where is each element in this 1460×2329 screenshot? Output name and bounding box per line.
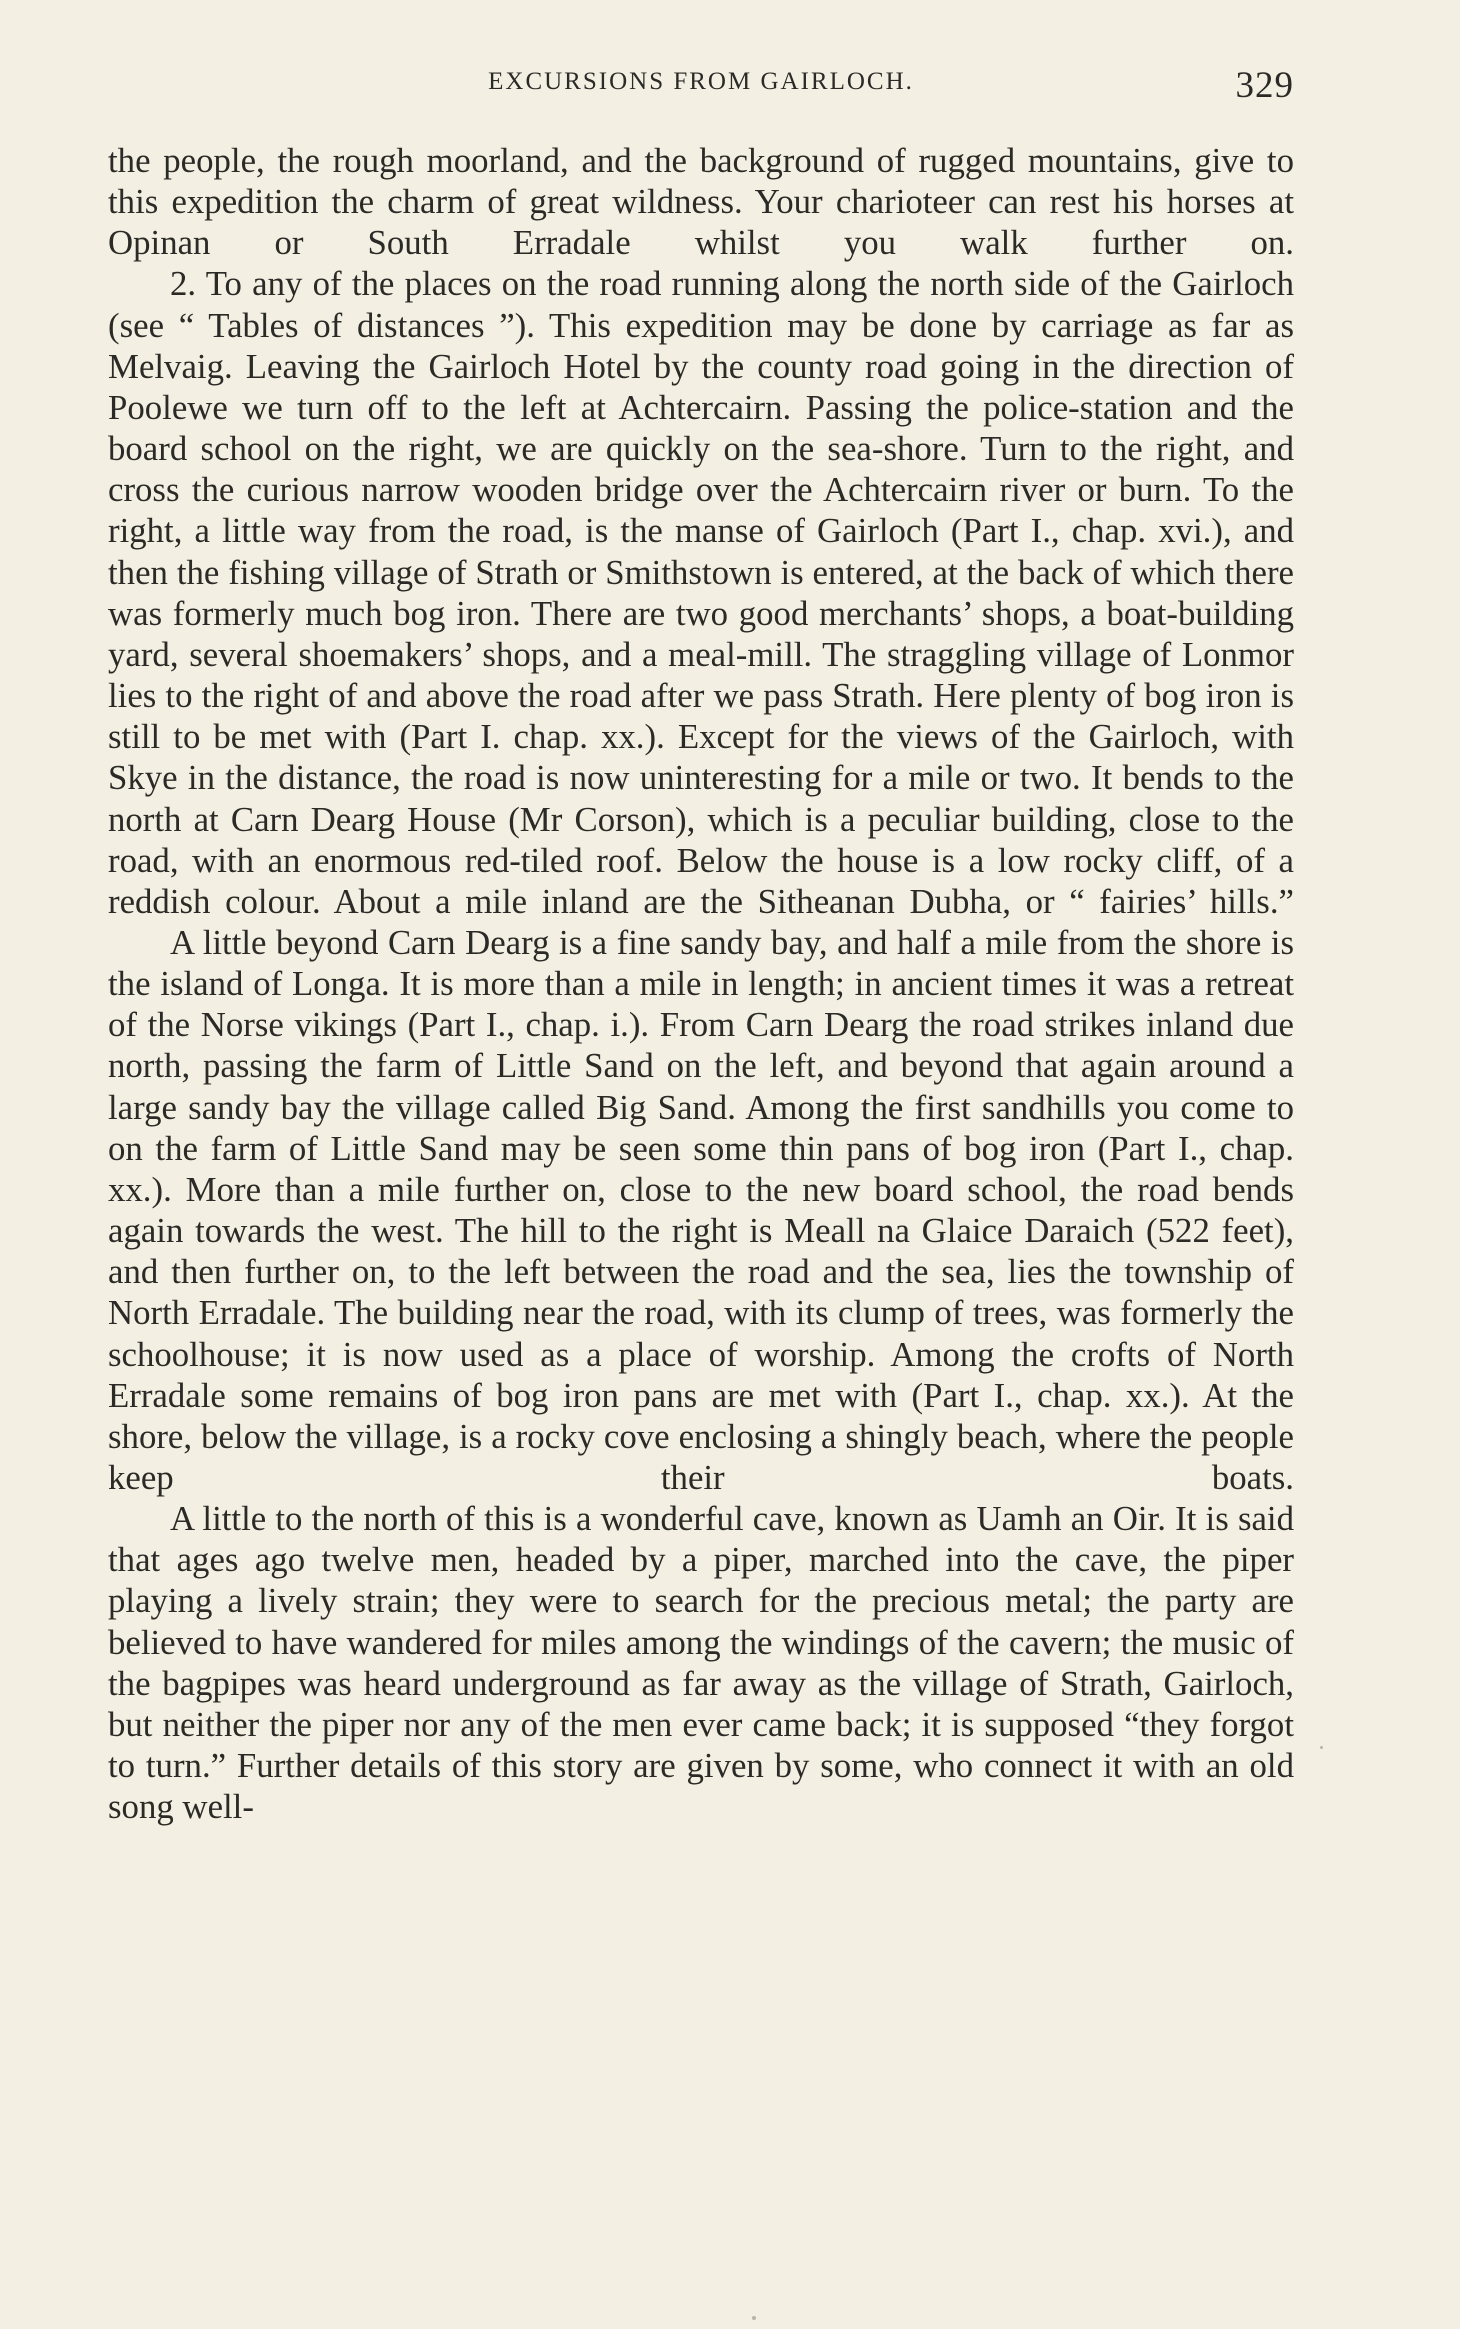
- body-text: [108, 140, 1294, 1827]
- paper-speck: [1320, 1746, 1323, 1749]
- paragraph-excursion-2: 2. To any of the places on the road running along the north side of the Gairloch (see “ Tables of distances ”). This expedition may be done by carriage as far as Melvaig. Leaving the Gairloch Hotel by the county road going in the direction of Poolewe we turn off to the left at Achtercairn. Passing the police-station and the board school on the right, we are quickly on the sea-shore. Turn to the right, and cross the curious narrow wooden bridge over the Achtercairn river or burn. To the right, a little way from the road, is the manse of Gairloch (Part I., chap. xvi.), and then the fishing village of Strath or Smithstown is entered, at the back of which there was formerly much bog iron. There are two good merchants’ shops, a boat-building yard, several shoemakers’ shops, and a meal-mill. The straggling village of Lonmor lies to the right of and above the road after we pass Strath. Here plenty of bog iron is still to be met with (Part I. chap. xx.). Except for the views of the Gairloch, with Skye in the distance, the road is now uninteresting for a mile or two. It bends to the north at Carn Dearg House (Mr Corson), which is a peculiar building, close to the road, with an enormous red-tiled roof. Below the house is a low rocky cliff, of a reddish colour. About a mile inland are the Sitheanan Dubha, or “ fairies’ hills.”: [108, 264, 1294, 921]
- page-number: 329: [1235, 65, 1294, 106]
- running-title: EXCURSIONS FROM GAIRLOCH.: [488, 68, 914, 95]
- running-head: [108, 65, 1294, 108]
- paragraph-longa: A little beyond Carn Dearg is a fine sandy bay, and half a mile from the shore is the island of Longa. It is more than a mile in length; in ancient times it was a retreat of the Norse vikings (Part I., chap. i.). From Carn Dearg the road strikes inland due north, passing the farm of Little Sand on the left, and beyond that again around a large sandy bay the village called Big Sand. Among the first sandhills you come to on the farm of Little Sand may be seen some thin pans of bog iron (Part I., chap. xx.). More than a mile further on, close to the new board school, the road bends again towards the west. The hill to the right is Meall na Glaice Daraich (522 feet), and then further on, to the left between the road and the sea, lies the township of North Erradale. The building near the road, with its clump of trees, was formerly the schoolhouse; it is now used as a place of worship. Among the crofts of North Erradale some remains of bog iron pans are met with (Part I., chap. xx.). At the shore, below the village, is a rocky cove enclosing a shingly beach, where the people keep their boats.: [108, 922, 1294, 1497]
- paper-speck: [752, 2316, 756, 2320]
- paragraph-continued: the people, the rough moorland, and the background of rugged mountains, give to this expedition the charm of great wildness. Your charioteer can rest his horses at Opinan or South Erradale whilst you walk further on.: [108, 141, 1294, 263]
- paragraph-uamh-an-oir: A little to the north of this is a wonderful cave, known as Uamh an Oir. It is said that ages ago twelve men, headed by a piper, marched into the cave, the piper playing a lively strain; they were to search for the precious metal; the party are believed to have wandered for miles among the windings of the cavern; the music of the bagpipes was heard underground as far away as the village of Strath, Gairloch, but neither the piper nor any of the men ever came back; it is supposed “they forgot to turn.” Further details of this story are given by some, who connect it with an old song well-: [108, 1499, 1294, 1827]
